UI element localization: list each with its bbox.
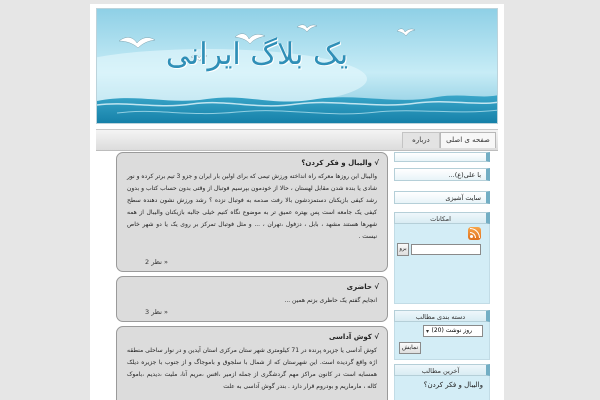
- post-card: [116, 326, 388, 400]
- comments-link[interactable]: 2 نظر »: [145, 258, 168, 266]
- sidebar-link-cooking[interactable]: سایت آشیزی: [394, 191, 490, 204]
- tab-home[interactable]: صفحه ی اصلی: [440, 132, 496, 148]
- sidebar-bar: [394, 152, 490, 162]
- category-selected-value: روز نوشت (20): [431, 327, 472, 334]
- tools-title: امکانات: [394, 212, 490, 224]
- show-category-button[interactable]: نمایش: [399, 342, 421, 354]
- sidebar: [394, 150, 494, 400]
- post-body: انجایم گفتم یک حاظری بزنم همین ...: [284, 297, 377, 304]
- post-card: [116, 276, 388, 322]
- search-input[interactable]: [411, 244, 481, 255]
- post-title[interactable]: √ کوش آداسی: [328, 333, 379, 341]
- sidebar-link-box: [394, 191, 490, 204]
- posts-column: [116, 150, 390, 400]
- post-card: [116, 152, 388, 272]
- blog-title[interactable]: یک بلاگ ایرانی: [165, 37, 349, 72]
- categories-title: دسته بندی مطالب: [394, 310, 490, 322]
- post-title[interactable]: √ والیبال و فکر کردن؟: [301, 159, 379, 167]
- recent-posts-body: [394, 376, 490, 400]
- sidebar-link-box: [394, 168, 490, 181]
- chevron-down-icon: ▾: [426, 328, 430, 335]
- sidebar-spacer: [394, 152, 490, 162]
- post-title[interactable]: √ حاضری: [346, 283, 379, 291]
- category-select[interactable]: [423, 325, 483, 337]
- comments-link[interactable]: 3 نظر »: [145, 308, 168, 316]
- tools-body: [394, 224, 490, 304]
- tab-about[interactable]: درباره: [402, 132, 440, 148]
- top-navigation: [96, 129, 498, 151]
- categories-widget: [394, 310, 490, 360]
- search-button[interactable]: برو: [397, 243, 409, 256]
- recent-posts-widget: [394, 364, 490, 400]
- rss-feed-icon[interactable]: [468, 227, 481, 240]
- categories-body: [394, 322, 490, 360]
- page-wrapper: [90, 4, 504, 400]
- blog-header: [96, 8, 498, 124]
- recent-posts-title: آخرین مطالب: [394, 364, 490, 376]
- sidebar-link-ali[interactable]: با علی(ع)...: [394, 168, 490, 181]
- post-body: والیبال این روزها معرکه راه انداخته ورزش تیمی که برای اولین بار ایران و جزو 3 تیم برتر کرده و نور شادی یا بنده شدن مقابل لهستان ، حالا از خودمون بپرسیم فوتبال از وقتی بدون حساب کتاب و بدون رشد کیفی بازیکنان دستمزدشون بالا رفت صدمه به فوتبال نزده ؟ رشد ورزش نشون دهنده سطح کیفی یک جامعه است پس بهتره عمیق تر به موضوع نگاه کنیم خیلی جالبه بازیکنان والیبال از همه شهرها هستند مشهد ، بابل ، دزفول ،تهران ، ... و مثل فوتبال تمرکز بر روی یک یا دو شهر خاص نیست .: [127, 173, 377, 240]
- recent-post-link[interactable]: والیبال و فکر کردن؟: [423, 381, 483, 389]
- post-body: کوش آداسی یا جزیره پرنده در 71 کیلومتری شهر ستان مرکزی استان آیدین و در نوار ساحلی منطقه اژه واقع گردیده است. این شهرستان که از شمال با سلجوق و بامو‌جاگ و از جنوب با جزیره دیلک همسایه است در کانون مراکز مهم گردشگری از جمله ازمیر ،افس ،مریم آنا، ملیت ،دیدیم ،باموک کاله ، مارماریم و بودروم قرار دارد . بندر گوش آداسی به علت: [127, 347, 377, 390]
- tools-widget: [394, 212, 490, 304]
